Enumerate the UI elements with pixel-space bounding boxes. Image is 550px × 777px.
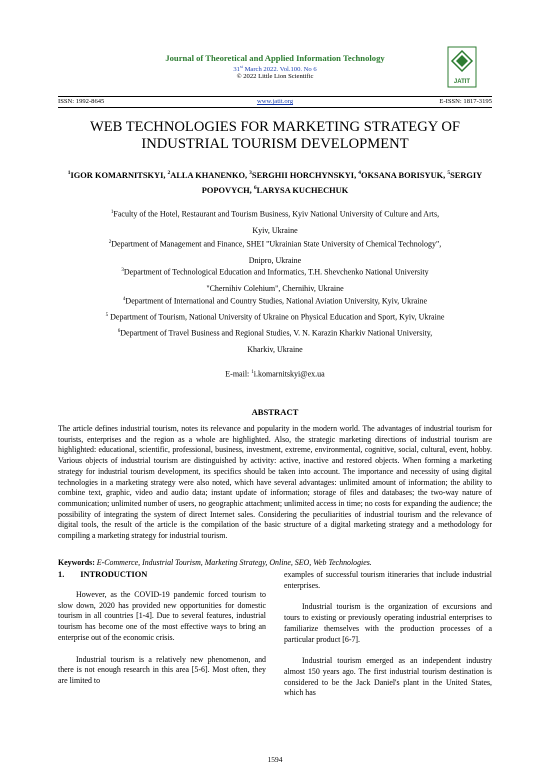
affiliation-sup: 6 <box>117 329 121 334</box>
affiliation-sup: 1 <box>110 210 114 215</box>
date-rest: March 2022. Vol.100. No 6 <box>242 66 317 74</box>
author-name: SERGIY POPOVYCH, <box>201 170 483 195</box>
affiliation-2 <box>40 238 510 266</box>
author-name: OKSANA BORISYUK, <box>361 170 448 180</box>
affiliation-sup: 4 <box>122 297 126 302</box>
date-suffix: st <box>239 64 243 69</box>
affiliation-4 <box>40 295 510 307</box>
header-rule-bottom <box>58 107 492 108</box>
author-sup: 3 <box>249 170 252 176</box>
author-list <box>60 167 490 197</box>
affiliation-line-2: Kharkiv, Ukraine <box>247 344 303 354</box>
affiliation-line-1: Department of Travel Business and Regional Studies, V. N. Karazin Kharkiv National University, <box>120 328 433 338</box>
keywords <box>58 558 492 567</box>
body-paragraph: Industrial tourism emerged as an independent industry almost 150 years ago. The first industrial tourism destination is considered to be the Jack Daniel's plant in the United States, which has <box>284 656 492 698</box>
author-sup: 1 <box>67 170 71 176</box>
body-paragraph: examples of successful tourism itineraries that include industrial enterprises. <box>284 570 492 590</box>
affiliation-sup: 3 <box>121 268 124 273</box>
author-sup: 4 <box>358 170 362 176</box>
keywords-label: Keywords: <box>58 558 95 567</box>
affiliation-6 <box>40 327 510 355</box>
copyright: © 2022 Little Lion Scientific <box>236 73 314 80</box>
page-number: 1594 <box>267 755 283 764</box>
title-line-1: WEB TECHNOLOGIES FOR MARKETING STRATEGY OF <box>89 119 461 135</box>
author-sup: 5 <box>447 170 451 176</box>
email-label: E-mail: <box>225 369 252 379</box>
section-heading <box>58 570 147 579</box>
email-address[interactable]: i.komarnitskyi@ex.ua <box>253 369 325 379</box>
section-title: INTRODUCTION <box>80 570 148 579</box>
author-email <box>40 368 510 380</box>
author-name: IGOR KOMARNITSKYI, <box>70 170 168 180</box>
affiliation-line-2: Kyiv, Ukraine <box>252 225 298 235</box>
header-rule-top <box>58 96 492 97</box>
body-paragraph: Industrial tourism is a relatively new phenomenon, and there is not enough research in this area [5-6]. Most often, they are limited to <box>58 654 266 685</box>
affiliation-sup: 2 <box>108 240 112 245</box>
author-sup: 2 <box>167 170 171 176</box>
affiliation-line-1: Department of Tourism, National University of Ukraine on Physical Education and Sport, Kyiv, Ukraine <box>108 312 445 322</box>
section-number: 1. <box>58 570 65 579</box>
affiliation-line-2: "Chernihiv Colehium", Chernihiv, Ukraine <box>206 283 344 293</box>
abstract-heading: ABSTRACT <box>251 407 299 417</box>
affiliation-line-2: Dnipro, Ukraine <box>248 255 302 265</box>
journal-website-link[interactable]: www.jatit.org <box>256 98 294 105</box>
abstract-text: The article defines industrial tourism, notes its relevance and popularity in the modern world. The advantages of industrial tourism for tourists, enterprises and the region as a whole are highlighted. Also, the strategic marketing directions of industrial tourism are highlighted: educational, scientific, professional, business, investment, extreme, environmental, cognitive, social, cultural, event, hobby. Various objects of industrial tourism are distinguished by activity: active, inactive and restored objects. When forming a marketing strategy for industrial tourism development, its specifics should be taken into account. The importance and necessity of using digital technologies in a marketing strategy were also noted, which have several advantages: unlimited amount of information; the ability to combine text, graphic, video and audio data; instant update of information; storage of files and databases; the two-way nature of communication; unlimited number of users, no geographic attachment; unlimited access in time; no costs for expanding the audience; the possibility of integrating the system of direct Internet sales. Considering the peculiarities of industrial tourism and the relevance of digital tools, the result of the article is the compilation of the basic structure of a digital marketing strategy and a methodology for compiling a marketing strategy for industrial tourism. <box>58 424 492 541</box>
affiliation-3 <box>40 266 510 294</box>
body-paragraph: However, as the COVID-19 pandemic forced tourism to slow down, 2020 has provided new opportunities for domestic tourism in all countries [1-4]. Due to several features, industrial tourism has become one of the most effective ways to bring an enterprise out of the economic crisis. <box>58 590 266 642</box>
author-name: LARYSA KUCHECHUK <box>256 185 349 195</box>
affiliation-5 <box>40 311 510 323</box>
affiliation-line-1: Department of Management and Finance, SHEI "Ukrainian State University of Chemical Technology", <box>111 239 442 249</box>
affiliation-1 <box>40 208 510 236</box>
logo-text: JATIT <box>453 79 471 85</box>
author-sup: 6 <box>253 184 257 191</box>
left-column <box>58 590 266 687</box>
keywords-list: E-Commerce, Industrial Tourism, Marketing Strategy, Online, SEO, Web Technologies. <box>94 558 372 567</box>
email-sup: 1 <box>251 370 254 375</box>
body-paragraph: Industrial tourism is the organization of excursions and tours to existing or previously operating industrial enterprises to familiarize themselves with the production processes of a particular product [6-7]. <box>284 602 492 644</box>
affiliation-line-1: Department of International and Country Studies, National Aviation University, Kyiv, Ukraine <box>125 296 428 306</box>
title-line-2: INDUSTRIAL TOURISM DEVELOPMENT <box>141 136 409 152</box>
eissn: E-ISSN: 1817-3195 <box>439 98 492 105</box>
date-day: 31 <box>233 66 240 74</box>
paper-title <box>40 119 510 153</box>
affiliation-sup: 5 <box>105 313 109 318</box>
affiliation-line-1: Department of Technological Education and Informatics, T.H. Shevchenko National University <box>123 267 429 277</box>
author-name: SERGHII HORCHYNSKYI, <box>251 170 359 180</box>
journal-title: Journal of Theoretical and Applied Information Technology <box>165 53 385 63</box>
jatit-logo <box>447 46 477 88</box>
affiliation-line-1: Faculty of the Hotel, Restaurant and Tourism Business, Kyiv National University of Culture and Arts, <box>113 209 440 219</box>
author-name: ALLA KHANENKO, <box>170 170 250 180</box>
right-column <box>284 570 492 699</box>
issn: ISSN: 1992-8645 <box>58 98 105 105</box>
